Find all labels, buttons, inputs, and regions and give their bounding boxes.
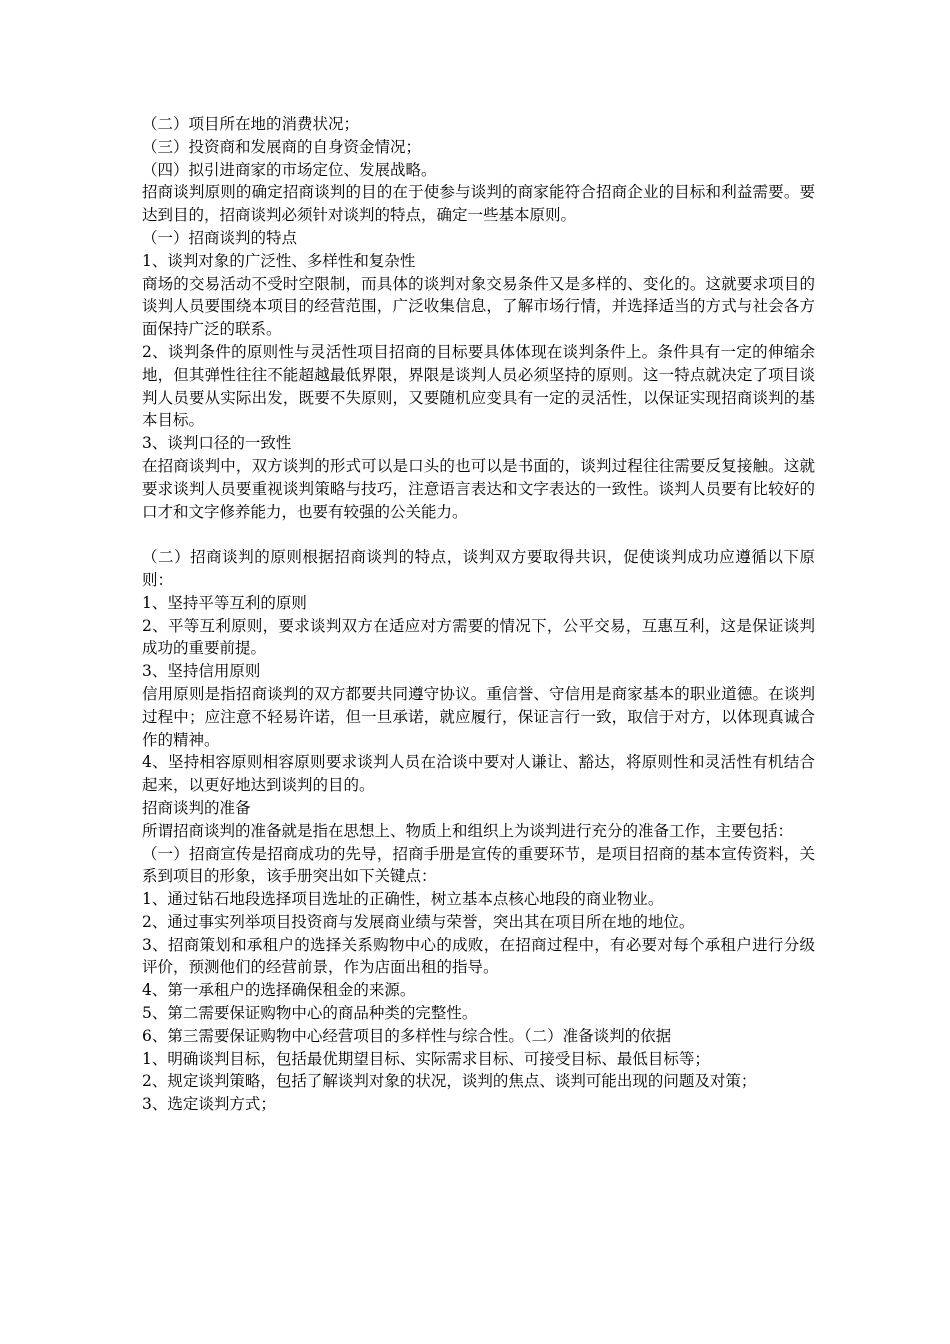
list-item: 1、谈判对象的广泛性、多样性和复杂性 — [142, 251, 416, 270]
paragraph: （二）项目所在地的消费状况； — [142, 115, 360, 133]
list-item: 1、通过钻石地段选择项目选址的正确性，树立基本点核心地段的商业物业。 — [142, 890, 664, 909]
document-body — [142, 113, 815, 1116]
list-item: 6、第三需要保证购物中心经营项目的多样性与综合性。（二）准备谈判的依据 — [142, 1026, 672, 1045]
section-heading: 招商谈判的准备 — [142, 798, 251, 817]
paragraph: 商场的交易活动不受时空限制，而具体的谈判对象交易条件又是多样的、变化的。这就要求项目的谈判人员要围绕本项目的经营范围，广泛收集信息，了解市场行情，并选择适当的方式与社会各方面保持广泛的联系。 — [142, 274, 815, 339]
list-item: 3、选定谈判方式； — [142, 1095, 276, 1114]
paragraph: 在招商谈判中，双方谈判的形式可以是口头的也可以是书面的，谈判过程往往需要反复接触。这就要求谈判人员要重视谈判策略与技巧，注意语言表达和文字表达的一致性。谈判人员要有比较好的口才和文字修养能力，也要有较强的公关能力。 — [142, 456, 815, 521]
paragraph: （三）投资商和发展商的自身资金情况； — [142, 137, 422, 156]
paragraph: 所谓招商谈判的准备就是指在思想上、物质上和组织上为谈判进行充分的准备工作，主要包括： — [142, 821, 794, 840]
paragraph: 招商谈判原则的确定招商谈判的目的在于使参与谈判的商家能符合招商企业的目标和利益需要。要达到目的，招商谈判必须针对谈判的特点，确定一些基本原则。 — [142, 183, 815, 225]
list-item: 4、第一承租户的选择确保租金的来源。 — [142, 981, 416, 1000]
section-heading: （二）招商谈判的原则根据招商谈判的特点，谈判双方要取得共识，促使谈判成功应遵循以下原则： — [142, 548, 815, 589]
list-item: 3、坚持信用原则 — [142, 662, 261, 681]
list-item: 2、通过事实列举项目投资商与发展商业绩与荣誉，突出其在项目所在地的地位。 — [142, 912, 695, 931]
paragraph: 信用原则是指招商谈判的双方都要共同遵守协议。重信誉、守信用是商家基本的职业道德。在谈判过程中；应注意不轻易许诺，但一旦承诺，就应履行，保证言行一致，取信于对方，以体现真诚合作的精神。 — [142, 684, 815, 749]
list-item: 1、明确谈判目标，包括最优期望目标、实际需求目标、可接受目标、最低目标等； — [142, 1049, 710, 1068]
list-item: 3、招商策划和承租户的选择关系购物中心的成败，在招商过程中，有必要对每个承租户进行分级评价，预测他们的经营前景，作为店面出租的指导。 — [142, 935, 815, 977]
list-item: 1、坚持平等互利的原则 — [142, 593, 307, 612]
list-item: 4、坚持相容原则相容原则要求谈判人员在洽谈中要对人谦让、豁达，将原则性和灵活性有机结合起来，以更好地达到谈判的目的。 — [142, 753, 815, 795]
section-heading: （一）招商谈判的特点 — [142, 228, 298, 247]
section-heading: （一）招商宣传是招商成功的先导，招商手册是宣传的重要环节，是项目招商的基本宣传资料，关系到项目的形象，该手册突出如下关键点： — [142, 844, 815, 886]
list-item: 2、平等互利原则，要求谈判双方在适应对方需要的情况下，公平交易，互惠互利，这是保证谈判成功的重要前提。 — [142, 616, 815, 658]
blank-line — [142, 523, 815, 546]
list-item: 2、规定谈判策略，包括了解谈判对象的状况，谈判的焦点、谈判可能出现的问题及对策； — [142, 1072, 757, 1091]
list-item: 3、谈判口径的一致性 — [142, 434, 292, 453]
list-item: 2、谈判条件的原则性与灵活性项目招商的目标要具体体现在谈判条件上。条件具有一定的伸缩余地，但其弹性往往不能超越最低界限，界限是谈判人员必须坚持的原则。这一特点就决定了项目谈判人员要从实际出发，既要不失原则，又要随机应变具有一定的灵活性，以保证实现招商谈判的基本目标。 — [142, 342, 815, 430]
list-item: 5、第二需要保证购物中心的商品种类的完整性。 — [142, 1004, 478, 1023]
paragraph: （四）拟引进商家的市场定位、发展战略。 — [142, 160, 437, 179]
